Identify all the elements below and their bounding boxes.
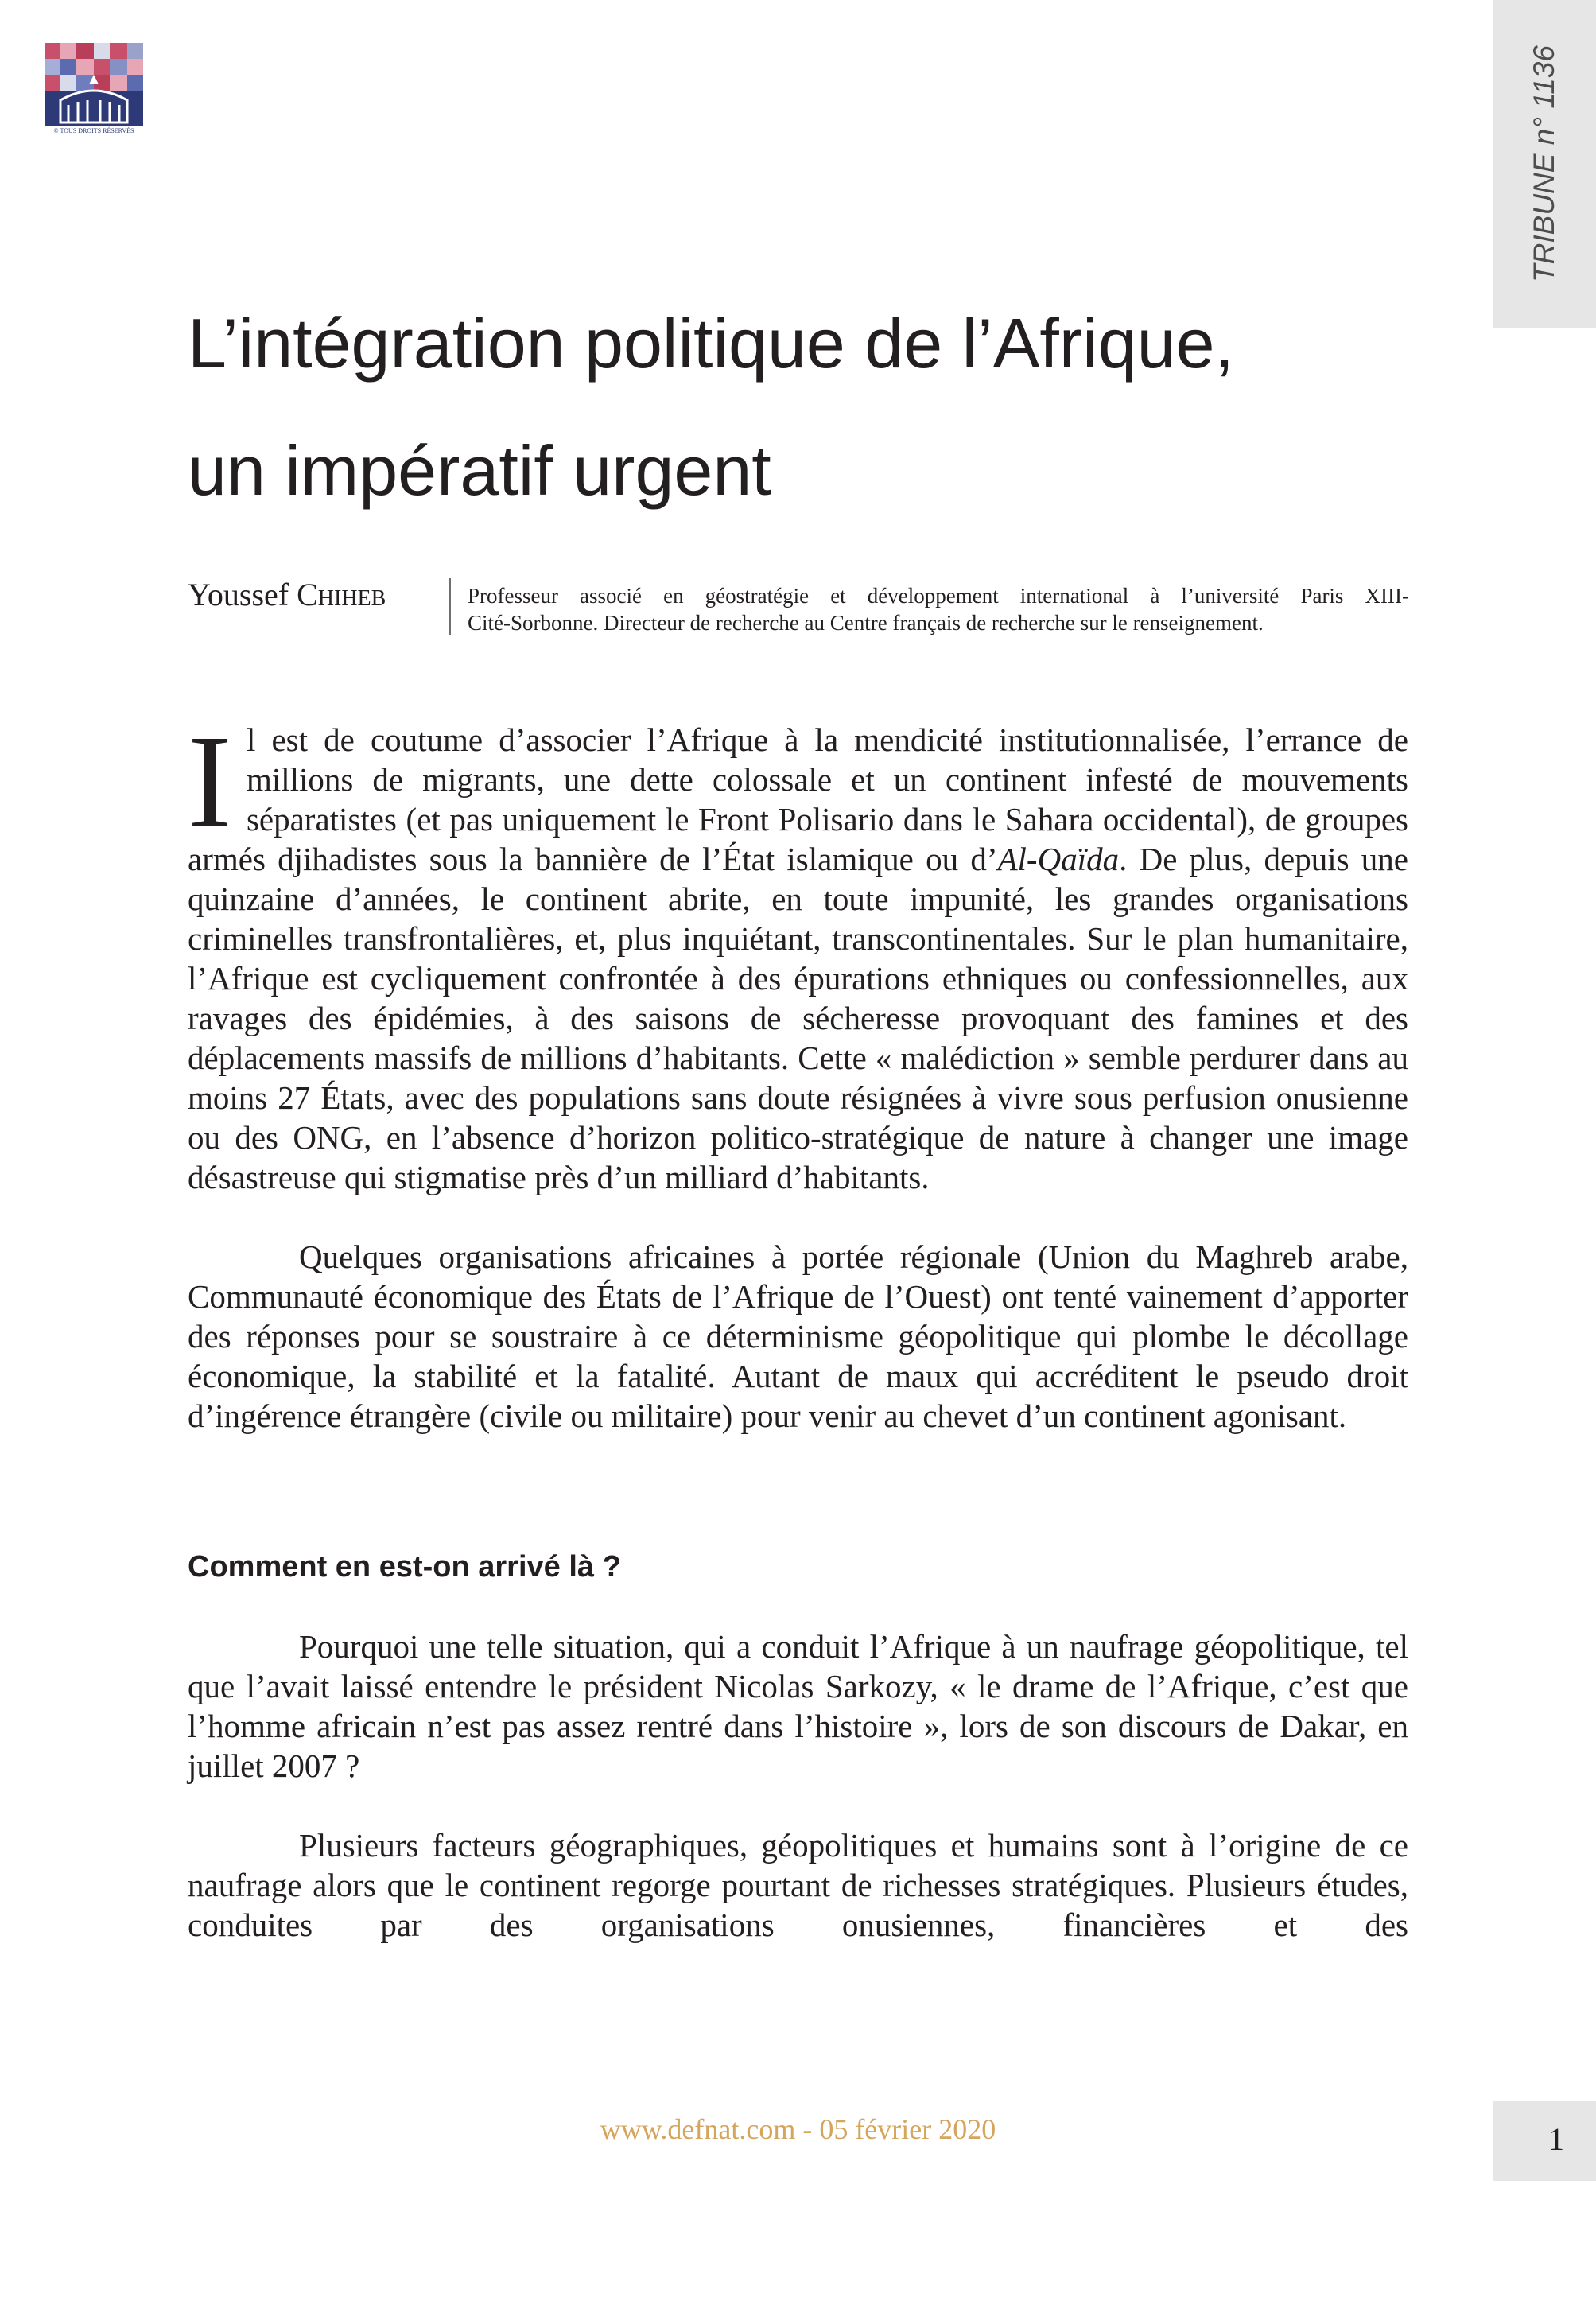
tribune-number: TRIBUNE n° 1136 [1528, 45, 1560, 282]
paragraph-2: Quelques organisations africaines à portée régionale (Union du Maghreb arabe, Communauté économique des États de l’Afrique de l’Ouest) ont tenté vainement d’apporter des réponses pour se soustraire à ce déterminisme géopolitique qui plombe le décollage économique, la stabilité et la fatalité. Autant de maux qui accréditent le pseudo droit d’ingérence étrangère (civile ou militaire) pour venir au chevet d’un continent agonisant. [188, 1238, 1408, 1434]
paragraph-1-text-b: . De plus, depuis une quinzaine d’années, le continent abrite, en toute impunité, les grandes organisations criminelles transfrontalières, et, plus inquiétant, transcontinentales. Sur le plan humanitaire, l’Afrique est cycliquement confrontée à des épurations ethniques ou confessionnelles, aux ravages des épidémies, à des saisons de sécheresse provoquant des famines et des déplacements massifs de millions d’habitants. Cette « malédiction » semble perdurer dans au moins 27 États, avec des populations sans doute résignées à vivre sous perfusion onusienne ou des ONG, en l’absence d’horizon politico-stratégique de nature à changer une image désastreuse qui stigmatise près d’un milliard d’habitants. [188, 841, 1408, 1195]
author-description [468, 582, 1409, 636]
title-line-2: un impératif urgent [188, 431, 771, 510]
paragraph-3: Pourquoi une telle situation, qui a conduit l’Afrique à un naufrage géopolitique, tel que l’avait laissé entendre le président Nicolas Sarkozy, « le drame de l’Afrique, c’est que l’homme africain n’est pas assez rentré dans l’histoire », lors de son discours de Dakar, en juillet 2007 ? [188, 1628, 1408, 1784]
author-divider [449, 578, 451, 635]
paragraph-1 [188, 708, 1408, 1197]
journal-logo [45, 43, 143, 138]
author-first-name: Youssef [188, 577, 297, 612]
author-name [188, 576, 386, 613]
logo-mosaic-icon [45, 43, 143, 138]
paragraph-1-italic: Al-Qaïda [997, 841, 1120, 877]
article-body [188, 708, 1408, 1945]
author-desc-line-1: Professeur associé en géostratégie et développement international à l’université Paris XIII- [468, 584, 1409, 608]
paragraph-4: Plusieurs facteurs géographiques, géopolitiques et humains sont à l’origine de ce naufrage alors que le continent regorge pourtant de richesses stratégiques. Plusieurs études, conduites par des organisations onusiennes, financières et des [188, 1827, 1408, 1943]
title-line-1: L’intégration politique de l’Afrique, [188, 304, 1235, 383]
page-number: 1 [1548, 2121, 1564, 2157]
drop-cap: I [188, 708, 232, 856]
footer-website-date: www.defnat.com - 05 février 2020 [600, 2113, 996, 2145]
article-title [188, 280, 1428, 534]
logo-caption: © TOUS DROITS RÉSERVÉS [53, 127, 134, 134]
page-number-tab [1493, 2101, 1596, 2181]
paragraph-1-text-a: l est de coutume d’associer l’Afrique à la mendicité institutionnalisée, l’errance de millions de migrants, une dette colossale et un continent infesté de mouvements séparatistes (et pas uniquement le Front Polisario dans le Sahara occidental), de groupes armés djihadistes sous la bannière de l’État islamique ou d’ [188, 721, 1408, 877]
author-last-name: Chiheb [297, 577, 386, 612]
author-desc-line-2: Cité-Sorbonne. Directeur de recherche au Centre français de recherche sur le renseignement. [468, 611, 1264, 635]
tribune-side-tab [1493, 0, 1596, 328]
section-heading: Comment en est-on arrivé là ? [188, 1550, 621, 1584]
